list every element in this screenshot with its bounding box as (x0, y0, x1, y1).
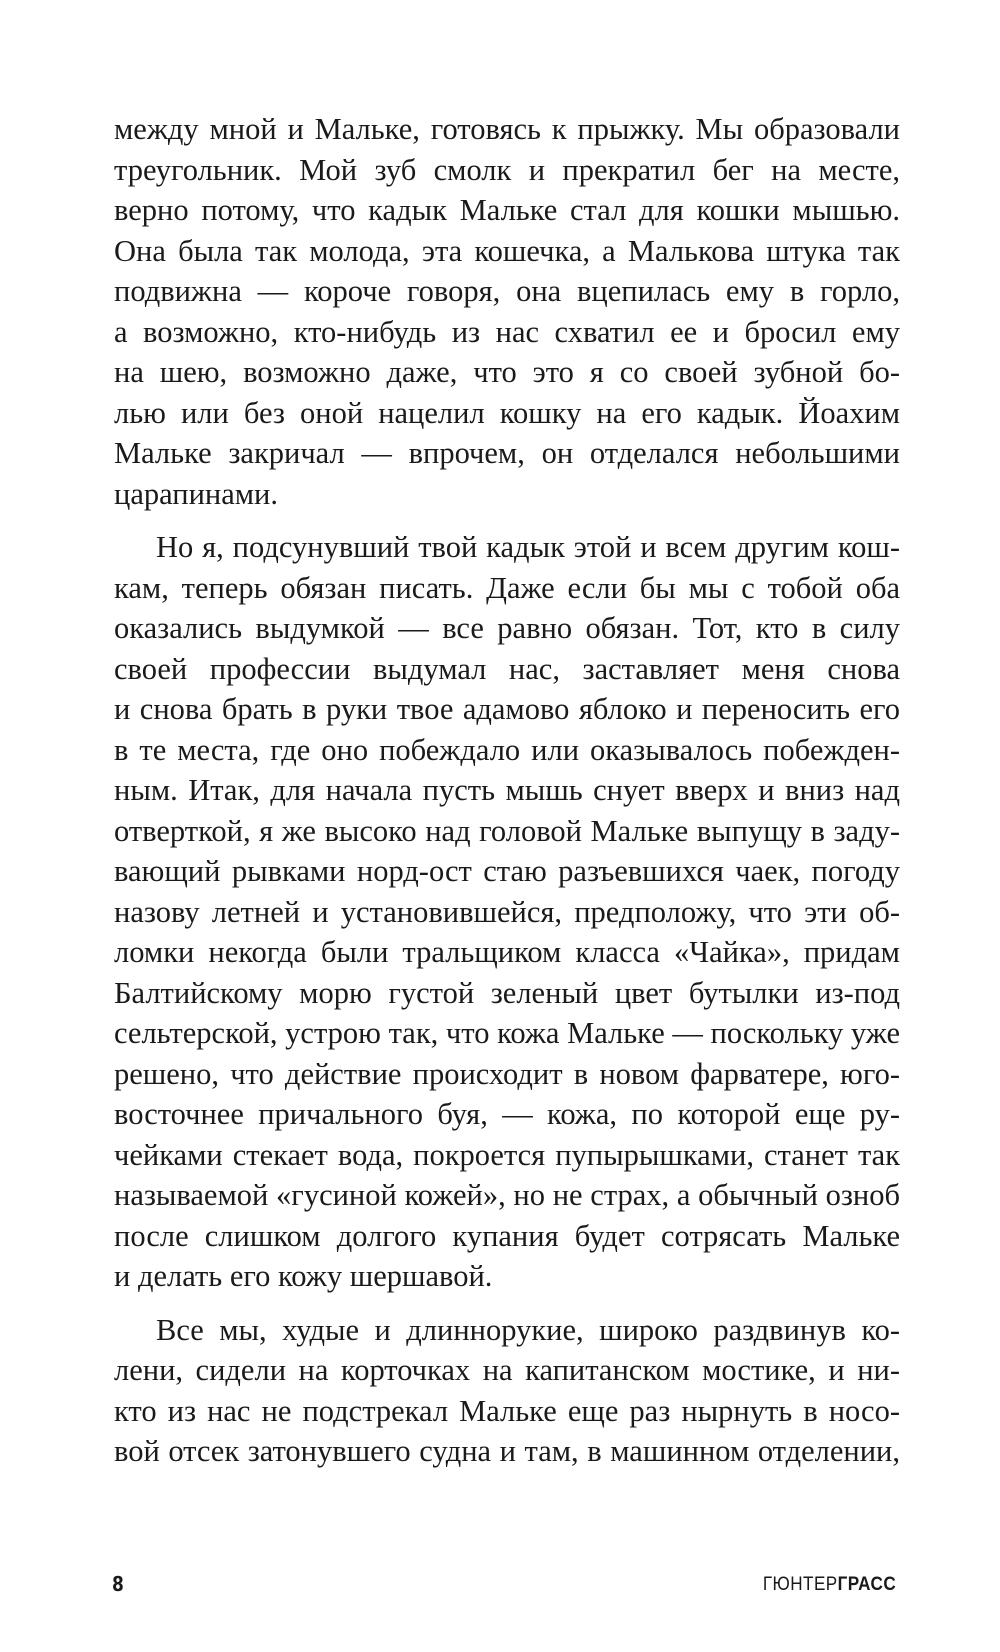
text-line: Все мы, худые и длиннорукие, широко раздвинув ко- (156, 1312, 900, 1347)
text-line: лью или без оной нацелил кошку на его кадык. Йоахим (114, 395, 900, 430)
text-line: кто из нас не подстрекал Мальке еще раз нырнуть в носо- (114, 1393, 900, 1428)
paragraph-3 (114, 1310, 900, 1472)
text-line: на шею, возможно даже, что это я со своей зубной бо- (114, 355, 900, 389)
text-line: называемой «гусиной кожей», но не страх, а обычный озноб (114, 1178, 900, 1212)
text-line: подвижна — короче говоря, она вцепилась ему в горло, (114, 274, 900, 308)
text-line: верно потому, что кадык Мальке стал для кошки мышью. (114, 193, 900, 227)
paragraph-2 (114, 527, 900, 1297)
text-line: Балтийскому морю густой зеленый цвет бутылки из-под (114, 975, 900, 1010)
text-line: кам, теперь обязан писать. Даже если бы мы с тобой оба (114, 570, 900, 605)
text-line: а возможно, кто-нибудь из нас схватил ее и бросил ему (114, 314, 900, 349)
text-line: отверткой, я же высоко над головой Мальке выпущу в заду- (114, 813, 900, 848)
text-line: ным. Итак, для начала пусть мышь снует вверх и вниз над (114, 773, 900, 807)
text-line: и делать его кожу шершавой. (114, 1259, 493, 1293)
text-line: треугольник. Мой зуб смолк и прекратил бег на месте, (114, 152, 900, 187)
text-line: ломки некогда были тральщиком класса «Чайка», придам (114, 935, 900, 969)
text-line: чейками стекает вода, покроется пупырышками, станет так (114, 1137, 900, 1172)
text-line: оказались выдумкой — все равно обязан. Тот, кто в силу (114, 611, 900, 645)
text-line: восточнее причального буя, — кожа, по которой еще ру- (114, 1097, 900, 1131)
text-line: своей профессии выдумал нас, заставляет меня снова (114, 651, 900, 686)
text-line: после слишком долгого купания будет сотрясать Мальке (114, 1218, 900, 1253)
text-line: назову летней и установившейся, предположу, что эти об- (114, 894, 900, 929)
text-line: Мальке закричал — впрочем, он отделался небольшими (114, 436, 900, 470)
page-number: 8 (112, 1572, 124, 1596)
text-line: сельтерской, устрою так, что кожа Мальке — поскольку уже (114, 1016, 900, 1050)
text-line: лени, сидели на корточках на капитанском мостике, и ни- (114, 1353, 900, 1387)
body-text (114, 109, 900, 1472)
text-line: решено, что действие происходит в новом фарватере, юго- (114, 1056, 900, 1091)
text-line: в те места, где оно побеждало или оказывалось побежден- (114, 732, 900, 767)
text-line: и снова брать в руки твое адамово яблоко и переносить его (114, 692, 900, 726)
paragraph-1 (114, 109, 900, 514)
text-line: между мной и Мальке, готовясь к прыжку. Мы образовали (114, 112, 900, 146)
text-line: Она была так молода, эта кошечка, а Малькова штука так (114, 233, 900, 268)
author-first-name: ГЮНТЕР (762, 1574, 838, 1595)
author-last-name: ГРАСС (837, 1574, 896, 1595)
running-footer-author (763, 1574, 896, 1596)
text-line: вающий рывками норд-ост стаю разъевшихся чаек, погоду (114, 854, 900, 888)
text-line: царапинами. (114, 476, 278, 511)
text-line: Но я, подсунувший твой кадык этой и всем другим кош- (156, 530, 900, 564)
text-line: вой отсек затонувшего судна и там, в машинном отделении, (114, 1434, 900, 1468)
